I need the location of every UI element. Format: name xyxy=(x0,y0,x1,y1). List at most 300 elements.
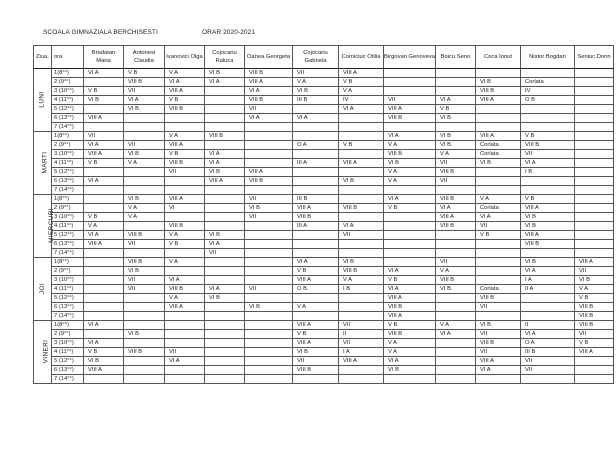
class-cell: V B xyxy=(84,348,124,357)
class-cell: IV xyxy=(521,87,575,96)
class-cell xyxy=(476,249,521,258)
class-cell: II xyxy=(521,321,575,330)
period-label: 6 (13°°) xyxy=(52,366,84,375)
class-cell: VI B xyxy=(293,348,339,357)
class-cell xyxy=(575,123,614,132)
class-cell: VIII A xyxy=(384,105,436,114)
class-cell: VIII A xyxy=(165,141,205,150)
class-cell xyxy=(521,105,575,114)
period-label: 2 (9°°) xyxy=(52,78,84,87)
class-cell: VI A xyxy=(245,87,293,96)
class-cell: O B xyxy=(521,96,575,105)
class-cell: VIII B xyxy=(165,159,205,168)
class-cell: V A xyxy=(384,348,436,357)
class-cell xyxy=(293,240,339,249)
class-cell xyxy=(205,105,245,114)
class-cell: VII xyxy=(124,276,165,285)
period-label: 4 (11°°) xyxy=(52,96,84,105)
class-cell xyxy=(575,159,614,168)
class-cell: VI B xyxy=(476,159,521,168)
class-cell xyxy=(436,294,476,303)
class-cell: VII xyxy=(84,132,124,141)
class-cell: V A xyxy=(575,285,614,294)
class-cell: VI A xyxy=(339,105,384,114)
class-cell xyxy=(84,249,124,258)
table-row xyxy=(34,348,614,357)
class-cell xyxy=(436,249,476,258)
table-row xyxy=(34,339,614,348)
period-label: 7 (14°°) xyxy=(52,249,84,258)
class-cell xyxy=(476,114,521,123)
period-label: 1(8°°) xyxy=(52,321,84,330)
class-cell: VI B xyxy=(575,276,614,285)
class-cell xyxy=(339,186,384,195)
class-cell: VIII B xyxy=(124,78,165,87)
class-cell xyxy=(436,123,476,132)
class-cell: VIII B xyxy=(245,69,293,78)
class-cell xyxy=(521,303,575,312)
period-label: 2 (9°°) xyxy=(52,204,84,213)
class-cell: VIII B xyxy=(124,348,165,357)
class-cell: VIII A xyxy=(384,312,436,321)
class-cell: V A xyxy=(476,195,521,204)
class-cell: VI B xyxy=(205,69,245,78)
table-row xyxy=(34,114,614,123)
class-cell: VIII B xyxy=(124,258,165,267)
class-cell xyxy=(339,240,384,249)
class-cell: VIII B xyxy=(521,141,575,150)
class-cell xyxy=(205,258,245,267)
class-cell xyxy=(521,186,575,195)
class-cell: VIII A xyxy=(339,357,384,366)
class-cell xyxy=(476,240,521,249)
class-cell: I A xyxy=(521,276,575,285)
class-cell: VI B xyxy=(124,330,165,339)
class-cell: V B xyxy=(521,195,575,204)
class-cell: V A xyxy=(436,267,476,276)
class-cell xyxy=(384,69,436,78)
class-cell xyxy=(84,204,124,213)
class-cell: VIII A xyxy=(293,276,339,285)
class-cell xyxy=(205,312,245,321)
class-cell xyxy=(575,96,614,105)
class-cell xyxy=(575,249,614,258)
class-cell: VIII A xyxy=(293,321,339,330)
class-cell: V B xyxy=(84,213,124,222)
class-cell xyxy=(384,222,436,231)
class-cell: VI A xyxy=(521,330,575,339)
table-row xyxy=(34,321,614,330)
period-label: 4 (11°°) xyxy=(52,159,84,168)
class-cell: VIII B xyxy=(124,231,165,240)
class-cell xyxy=(339,366,384,375)
class-cell xyxy=(384,249,436,258)
class-cell xyxy=(575,222,614,231)
period-label: 3 (10°°) xyxy=(52,339,84,348)
period-label: 1(8°°) xyxy=(52,69,84,78)
class-cell: VIII B xyxy=(339,204,384,213)
class-cell xyxy=(84,276,124,285)
class-cell xyxy=(165,177,205,186)
class-cell: VI A xyxy=(521,267,575,276)
class-cell xyxy=(476,258,521,267)
class-cell xyxy=(436,69,476,78)
class-cell: VIII A xyxy=(436,213,476,222)
class-cell: VIII A xyxy=(339,159,384,168)
class-cell xyxy=(124,294,165,303)
period-label: 6 (13°°) xyxy=(52,240,84,249)
class-cell xyxy=(575,195,614,204)
class-cell: VII xyxy=(293,69,339,78)
class-cell: VIII A xyxy=(476,357,521,366)
class-cell: VII xyxy=(339,231,384,240)
day-name: MIERCURI xyxy=(47,208,55,243)
class-cell xyxy=(205,222,245,231)
class-cell xyxy=(84,312,124,321)
class-cell xyxy=(384,123,436,132)
school-title: SCOALA GIMNAZIALA BERCHISESTI xyxy=(43,29,158,36)
class-cell: VI A xyxy=(124,96,165,105)
class-cell: VI A xyxy=(476,213,521,222)
class-cell: VI B xyxy=(293,87,339,96)
class-cell xyxy=(293,105,339,114)
class-cell xyxy=(521,114,575,123)
class-cell: VI A xyxy=(436,330,476,339)
class-cell: VIII A xyxy=(165,195,205,204)
class-cell: VIII B xyxy=(384,150,436,159)
period-label: 4 (11°°) xyxy=(52,222,84,231)
class-cell xyxy=(165,375,205,384)
class-cell xyxy=(124,186,165,195)
class-cell xyxy=(165,321,205,330)
timetable-title: ORAR 2020-2021 xyxy=(202,29,256,36)
class-cell xyxy=(521,177,575,186)
column-header-teacher: Cojocariu Raluca xyxy=(205,46,245,69)
class-cell xyxy=(245,222,293,231)
day-label xyxy=(34,69,52,132)
table-row xyxy=(34,159,614,168)
class-cell: O B xyxy=(293,285,339,294)
period-label: 3 (10°°) xyxy=(52,150,84,159)
timetable xyxy=(33,45,614,384)
class-cell xyxy=(205,213,245,222)
class-cell: VIII B xyxy=(436,222,476,231)
class-cell xyxy=(521,375,575,384)
class-cell xyxy=(293,132,339,141)
class-cell: VI A xyxy=(293,258,339,267)
class-cell: VI B xyxy=(84,96,124,105)
class-cell: VI B xyxy=(436,285,476,294)
period-label: 1(8°°) xyxy=(52,258,84,267)
class-cell xyxy=(521,249,575,258)
class-cell xyxy=(84,330,124,339)
class-cell xyxy=(575,150,614,159)
day-label xyxy=(34,321,52,384)
class-cell xyxy=(165,114,205,123)
class-cell xyxy=(124,132,165,141)
table-row xyxy=(34,213,614,222)
column-header-teacher: Antonesi Claudia xyxy=(124,46,165,69)
table-row xyxy=(34,195,614,204)
class-cell xyxy=(84,303,124,312)
class-cell xyxy=(575,132,614,141)
class-cell: V A xyxy=(165,231,205,240)
class-cell xyxy=(124,222,165,231)
class-cell xyxy=(476,267,521,276)
class-cell xyxy=(165,312,205,321)
class-cell: VII xyxy=(476,303,521,312)
class-cell xyxy=(575,168,614,177)
class-cell xyxy=(575,375,614,384)
class-cell: VI B xyxy=(84,357,124,366)
period-label: 6 (13°°) xyxy=(52,177,84,186)
class-cell xyxy=(124,123,165,132)
table-row xyxy=(34,366,614,375)
class-cell xyxy=(575,204,614,213)
period-label: 7 (14°°) xyxy=(52,375,84,384)
class-cell xyxy=(124,249,165,258)
class-cell xyxy=(245,267,293,276)
class-cell: VI A xyxy=(84,339,124,348)
class-cell xyxy=(436,303,476,312)
class-cell: VIII B xyxy=(476,87,521,96)
class-cell xyxy=(575,186,614,195)
class-cell xyxy=(384,258,436,267)
class-cell: V B xyxy=(84,87,124,96)
class-cell xyxy=(165,249,205,258)
class-cell: VIII B xyxy=(205,132,245,141)
class-cell xyxy=(384,186,436,195)
class-cell xyxy=(205,348,245,357)
period-label: 1(8°°) xyxy=(52,132,84,141)
column-header-teacher: Boicu Seno xyxy=(436,46,476,69)
class-cell xyxy=(84,285,124,294)
class-cell: Corlata xyxy=(521,78,575,87)
class-cell: VI B xyxy=(124,150,165,159)
class-cell: VII xyxy=(245,285,293,294)
class-cell xyxy=(293,177,339,186)
class-cell: VI A xyxy=(521,159,575,168)
class-cell xyxy=(293,123,339,132)
class-cell: VII xyxy=(165,348,205,357)
class-cell: VI B xyxy=(436,114,476,123)
class-cell: VI A xyxy=(84,231,124,240)
class-cell xyxy=(124,357,165,366)
class-cell: V A xyxy=(293,303,339,312)
class-cell xyxy=(476,177,521,186)
class-cell: VIII B xyxy=(521,240,575,249)
class-cell: VII xyxy=(339,339,384,348)
class-cell: VI B xyxy=(339,258,384,267)
class-cell: VIII B xyxy=(436,276,476,285)
class-cell: VII xyxy=(521,357,575,366)
timetable-body xyxy=(34,69,614,384)
table-row xyxy=(34,240,614,249)
class-cell xyxy=(245,276,293,285)
class-cell: VIII A xyxy=(205,177,245,186)
period-label: 3 (10°°) xyxy=(52,213,84,222)
class-cell xyxy=(205,330,245,339)
class-cell: I A xyxy=(339,348,384,357)
class-cell xyxy=(436,78,476,87)
column-header-teacher: Birgovan Genoveva xyxy=(384,46,436,69)
class-cell xyxy=(339,123,384,132)
table-row xyxy=(34,258,614,267)
table-row xyxy=(34,285,614,294)
class-cell xyxy=(293,375,339,384)
class-cell: VII xyxy=(521,150,575,159)
class-cell: VIII A xyxy=(521,204,575,213)
class-cell: V B xyxy=(165,240,205,249)
class-cell: VI B xyxy=(124,195,165,204)
table-row xyxy=(34,276,614,285)
class-cell: VI A xyxy=(384,195,436,204)
class-cell xyxy=(245,123,293,132)
class-cell xyxy=(436,240,476,249)
class-cell: V B xyxy=(293,330,339,339)
class-cell xyxy=(575,114,614,123)
period-label: 1(8°°) xyxy=(52,195,84,204)
class-cell xyxy=(245,366,293,375)
table-row xyxy=(34,330,614,339)
class-cell xyxy=(521,123,575,132)
table-row xyxy=(34,186,614,195)
class-cell xyxy=(205,123,245,132)
class-cell: V B xyxy=(384,204,436,213)
class-cell xyxy=(165,339,205,348)
class-cell xyxy=(205,141,245,150)
column-header-teacher: Oanea Georgeta xyxy=(245,46,293,69)
class-cell: V B xyxy=(339,78,384,87)
period-label: 6 (13°°) xyxy=(52,114,84,123)
class-cell: VIII B xyxy=(384,303,436,312)
class-cell xyxy=(245,249,293,258)
class-cell: VI A xyxy=(436,96,476,105)
class-cell xyxy=(205,339,245,348)
class-cell xyxy=(293,186,339,195)
table-row xyxy=(34,150,614,159)
class-cell xyxy=(575,87,614,96)
day-label xyxy=(34,132,52,195)
class-cell: V A xyxy=(436,321,476,330)
class-cell: V A xyxy=(124,159,165,168)
period-label: 7 (14°°) xyxy=(52,312,84,321)
class-cell xyxy=(84,123,124,132)
class-cell xyxy=(124,303,165,312)
class-cell: III B xyxy=(521,348,575,357)
class-cell xyxy=(521,312,575,321)
class-cell: Corlata xyxy=(476,141,521,150)
class-cell xyxy=(436,231,476,240)
class-cell xyxy=(339,195,384,204)
class-cell xyxy=(124,375,165,384)
class-cell xyxy=(245,294,293,303)
class-cell: VIII A xyxy=(165,303,205,312)
class-cell: V B xyxy=(476,231,521,240)
class-cell: VIII B xyxy=(575,321,614,330)
class-cell: V A xyxy=(384,177,436,186)
class-cell: VIII A xyxy=(384,294,436,303)
column-header-teacher: Bradatan Maria xyxy=(84,46,124,69)
column-header-teacher: Coca Ionut xyxy=(476,46,521,69)
class-cell: I B xyxy=(521,168,575,177)
class-cell xyxy=(293,249,339,258)
class-cell xyxy=(575,177,614,186)
class-cell: VI A xyxy=(84,141,124,150)
table-row xyxy=(34,303,614,312)
class-cell xyxy=(339,150,384,159)
table-row xyxy=(34,123,614,132)
class-cell: VII xyxy=(339,321,384,330)
class-cell: VIII A xyxy=(293,339,339,348)
class-cell xyxy=(205,96,245,105)
class-cell xyxy=(205,204,245,213)
period-label: 7 (14°°) xyxy=(52,123,84,132)
class-cell xyxy=(476,312,521,321)
class-cell xyxy=(84,186,124,195)
day-name: LUNI xyxy=(38,91,46,108)
period-label: 5 (12°°) xyxy=(52,357,84,366)
class-cell xyxy=(165,330,205,339)
table-row xyxy=(34,312,614,321)
class-cell: VII xyxy=(521,366,575,375)
class-cell: V B xyxy=(124,69,165,78)
class-cell: V A xyxy=(339,87,384,96)
class-cell xyxy=(165,267,205,276)
period-label: 2 (9°°) xyxy=(52,330,84,339)
class-cell xyxy=(436,339,476,348)
class-cell: VI B xyxy=(436,132,476,141)
class-cell: VI A xyxy=(84,321,124,330)
class-cell: VIII B xyxy=(339,267,384,276)
class-cell: VII xyxy=(124,240,165,249)
class-cell: VIII A xyxy=(165,87,205,96)
class-cell xyxy=(575,357,614,366)
class-cell: VI A xyxy=(205,78,245,87)
class-cell: VII xyxy=(293,357,339,366)
class-cell xyxy=(165,186,205,195)
table-row xyxy=(34,375,614,384)
class-cell: VI A xyxy=(84,69,124,78)
class-cell xyxy=(339,114,384,123)
class-cell: VII xyxy=(245,105,293,114)
class-cell: O A xyxy=(293,141,339,150)
class-cell: VI B xyxy=(205,168,245,177)
class-cell: VI B xyxy=(339,177,384,186)
class-cell xyxy=(339,168,384,177)
class-cell: VIII B xyxy=(436,195,476,204)
class-cell: III A xyxy=(293,159,339,168)
class-cell: Corlata xyxy=(476,204,521,213)
period-label: 5 (12°°) xyxy=(52,105,84,114)
period-label: 4 (11°°) xyxy=(52,348,84,357)
class-cell xyxy=(575,240,614,249)
class-cell xyxy=(245,258,293,267)
class-cell xyxy=(436,312,476,321)
class-cell: IV xyxy=(339,96,384,105)
column-header-ziua: Ziua. xyxy=(34,46,52,69)
class-cell xyxy=(245,312,293,321)
table-row xyxy=(34,204,614,213)
class-cell: V B xyxy=(575,294,614,303)
class-cell: VI B xyxy=(384,159,436,168)
class-cell: VI B xyxy=(205,231,245,240)
table-row xyxy=(34,132,614,141)
class-cell xyxy=(476,69,521,78)
class-cell: VII xyxy=(476,222,521,231)
class-cell xyxy=(165,123,205,132)
class-cell: III B xyxy=(293,195,339,204)
